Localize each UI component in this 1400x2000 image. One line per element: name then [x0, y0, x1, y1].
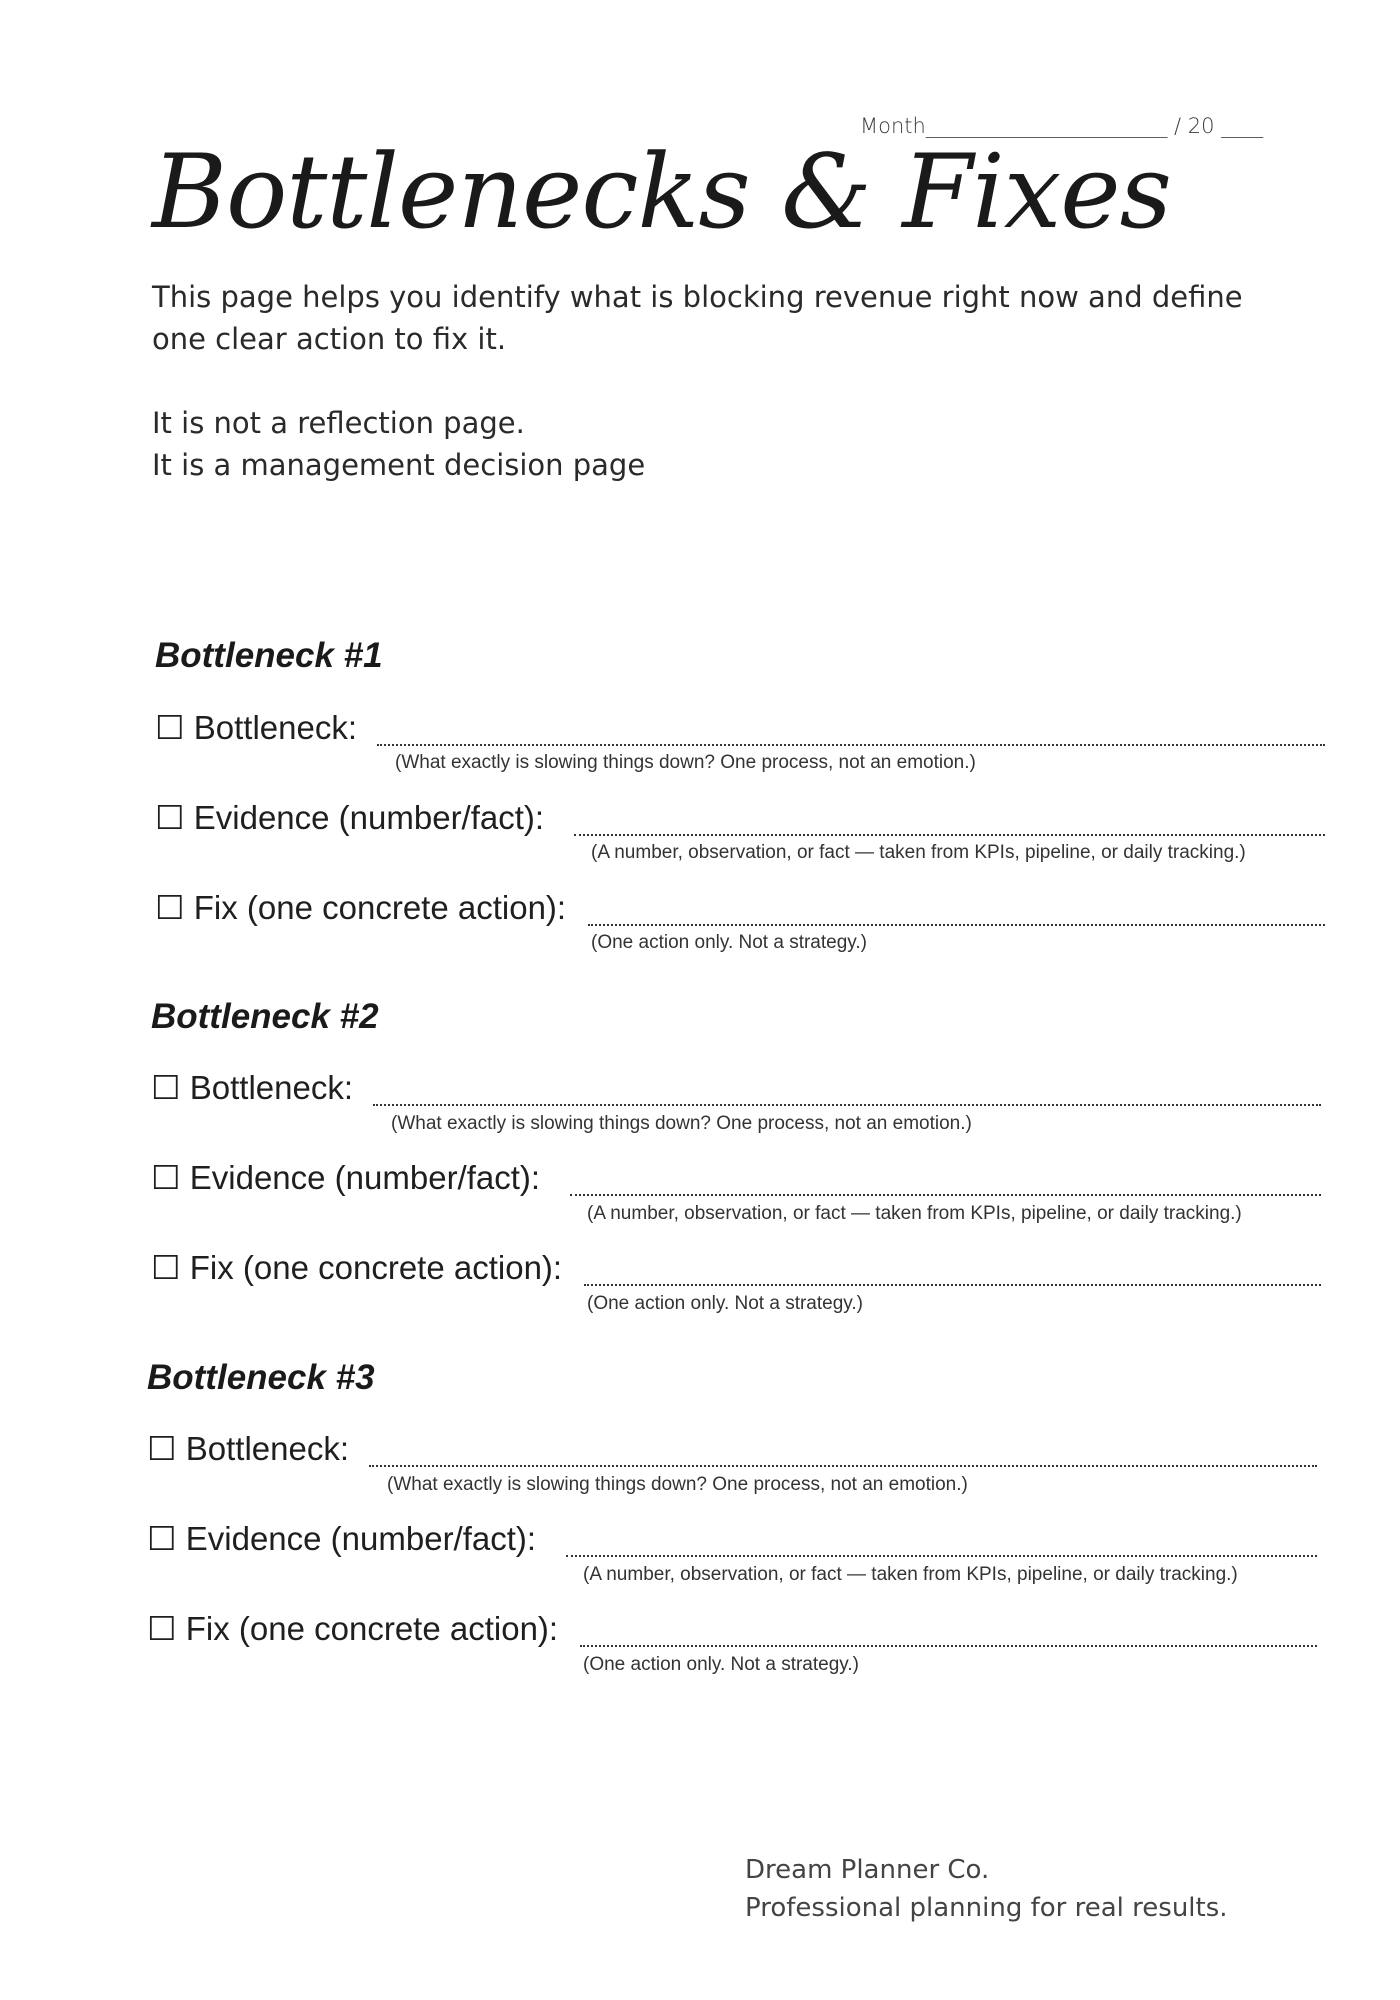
- evidence-3-label[interactable]: ☐ Evidence (number/fact):: [147, 1520, 537, 1557]
- evidence-3-hint: (A number, observation, or fact — taken from KPIs, pipeline, or daily tracking.): [583, 1564, 1238, 1585]
- fix-1-label[interactable]: ☐ Fix (one concrete action):: [155, 889, 567, 926]
- bottleneck-2-label[interactable]: ☐ Bottleneck:: [151, 1069, 354, 1106]
- bottleneck-1-hint: (What exactly is slowing things down? One process, not an emotion.): [395, 752, 976, 773]
- intro-line-1: It is not a reflection page.: [152, 406, 525, 440]
- section-title-bottleneck-2: Bottleneck #2: [151, 997, 379, 1036]
- fix-2-hint: (One action only. Not a strategy.): [587, 1293, 863, 1314]
- fix-2-label[interactable]: ☐ Fix (one concrete action):: [151, 1249, 563, 1286]
- fix-1-write-line[interactable]: [588, 924, 1325, 926]
- evidence-1-write-line[interactable]: [574, 834, 1325, 836]
- fix-3-write-line[interactable]: [580, 1645, 1317, 1647]
- bottleneck-1-label[interactable]: ☐ Bottleneck:: [155, 709, 358, 746]
- intro-paragraph: This page helps you identify what is blocking revenue right now and define one clear action to fix it.: [152, 280, 1243, 356]
- evidence-1-hint: (A number, observation, or fact — taken from KPIs, pipeline, or daily tracking.): [591, 842, 1246, 863]
- page-title: Bottlenecks & Fixes: [152, 133, 1171, 252]
- evidence-3-write-line[interactable]: [566, 1555, 1317, 1557]
- evidence-2-hint: (A number, observation, or fact — taken from KPIs, pipeline, or daily tracking.): [587, 1203, 1242, 1224]
- intro-line-2: It is a management decision page: [152, 448, 646, 482]
- footer-tagline: Professional planning for real results.: [745, 1893, 1228, 1923]
- fix-3-label[interactable]: ☐ Fix (one concrete action):: [147, 1610, 559, 1647]
- evidence-2-label[interactable]: ☐ Evidence (number/fact):: [151, 1159, 541, 1196]
- month-year-field[interactable]: Month_______________________ / 20 ____: [860, 114, 1264, 138]
- bottleneck-3-label[interactable]: ☐ Bottleneck:: [147, 1430, 350, 1467]
- section-title-bottleneck-3: Bottleneck #3: [147, 1358, 375, 1397]
- fix-3-hint: (One action only. Not a strategy.): [583, 1654, 859, 1675]
- bottleneck-2-write-line[interactable]: [373, 1104, 1321, 1106]
- evidence-1-label[interactable]: ☐ Evidence (number/fact):: [155, 799, 545, 836]
- bottleneck-1-write-line[interactable]: [377, 744, 1325, 746]
- fix-2-write-line[interactable]: [584, 1284, 1321, 1286]
- bottleneck-3-hint: (What exactly is slowing things down? One process, not an emotion.): [387, 1474, 968, 1495]
- bottleneck-3-write-line[interactable]: [369, 1465, 1317, 1467]
- footer-company: Dream Planner Co.: [745, 1855, 990, 1885]
- bottleneck-2-hint: (What exactly is slowing things down? One process, not an emotion.): [391, 1113, 972, 1134]
- evidence-2-write-line[interactable]: [570, 1194, 1321, 1196]
- section-title-bottleneck-1: Bottleneck #1: [155, 636, 383, 675]
- fix-1-hint: (One action only. Not a strategy.): [591, 932, 867, 953]
